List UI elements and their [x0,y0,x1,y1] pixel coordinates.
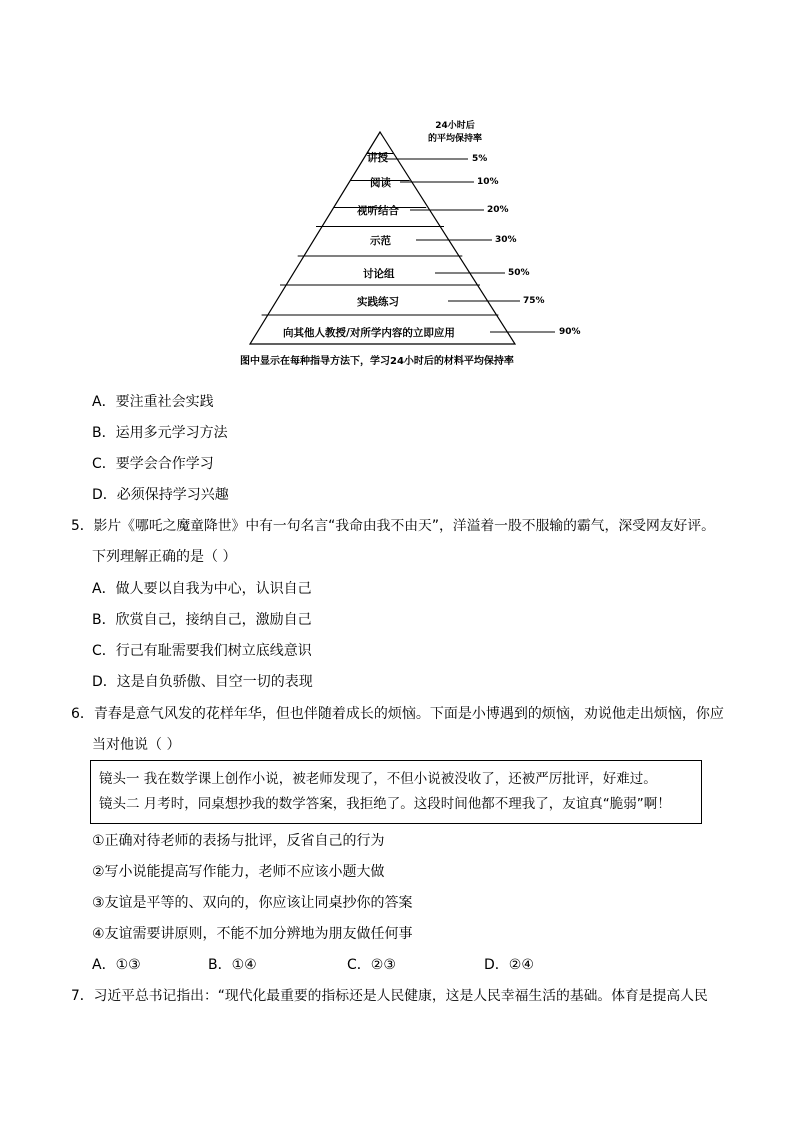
level-label-6: 实践练习 [357,296,399,308]
q6-statement-4: ④友谊需要讲原则，不能不加分辨地为朋友做任何事 [92,926,413,942]
q6-choice-a: A．①③ [92,957,141,973]
q4-option-c: C．要学会合作学习 [92,456,214,472]
level-label-4: 示范 [370,235,391,247]
level-pct-1: 5% [472,154,488,164]
level-pct-7: 90% [559,327,581,337]
q5-stem-line2: 下列理解正确的是（ ） [92,549,237,565]
q6-scene-1: 镜头一 我在数学课上创作小说，被老师发现了，不但小说被没收了，还被严厉批评，好难过。 [99,771,657,787]
figure-header-line2: 的平均保持率 [427,134,482,144]
figure-caption: 图中显示在每种指导方法下，学习24小时后的材料平均保持率 [240,356,514,367]
level-pct-5: 50% [508,268,530,278]
q5-option-c: C．行己有耻需要我们树立底线意识 [92,643,312,659]
q4-option-d: D．必须保持学习兴趣 [92,487,229,503]
level-pct-3: 20% [487,205,509,215]
q6-stem-line2: 当对他说（ ） [92,737,181,753]
q5-option-b: B．欣赏自己，接纳自己，激励自己 [92,612,312,628]
level-label-2: 阅读 [370,177,391,189]
q6-statement-3: ③友谊是平等的、双向的，你应该让同桌抄你的答案 [92,895,413,911]
level-label-1: 讲授 [367,152,388,164]
q6-scenario-box [90,760,702,824]
q6-choice-b: B．①④ [208,957,257,973]
q6-stem-line1: 6．青春是意气风发的花样年华，但也伴随着成长的烦恼。下面是小博遇到的烦恼，劝说他走出烦恼，你应 [71,706,724,722]
q5-option-a: A．做人要以自我为中心，认识自己 [92,581,312,597]
q4-option-a: A．要注重社会实践 [92,394,214,410]
q4-option-b: B．运用多元学习方法 [92,425,228,441]
q6-scene-2: 镜头二 月考时，同桌想抄我的数学答案，我拒绝了。这段时间他都不理我了，友谊真“脆弱”啊！ [99,796,671,812]
level-pct-4: 30% [495,235,517,245]
q5-option-d: D．这是自负骄傲、目空一切的表现 [92,674,313,690]
level-label-3: 视听结合 [357,205,399,217]
q7-stem-line1: 7．习近平总书记指出：“现代化最重要的指标还是人民健康，这是人民幸福生活的基础。体育是提高人民 [71,988,708,1004]
q6-statement-2: ②写小说能提高写作能力，老师不应该小题大做 [92,864,385,880]
q6-choice-c: C．②③ [347,957,396,973]
level-pct-2: 10% [477,177,499,187]
retention-pyramid-figure [230,110,590,372]
q6-statement-1: ①正确对待老师的表扬与批评，反省自己的行为 [92,833,385,849]
q6-choice-d: D．②④ [484,957,534,973]
q5-stem-line1: 5．影片《哪吒之魔童降世》中有一句名言“我命由我不由天”，洋溢着一股不服输的霸气，深受网友好评。 [71,518,715,534]
level-label-7: 向其他人教授/对所学内容的立即应用 [283,327,455,339]
figure-header-line1: 24小时后 [435,121,475,131]
level-label-5: 讨论组 [363,268,395,280]
level-pct-6: 75% [523,296,545,306]
